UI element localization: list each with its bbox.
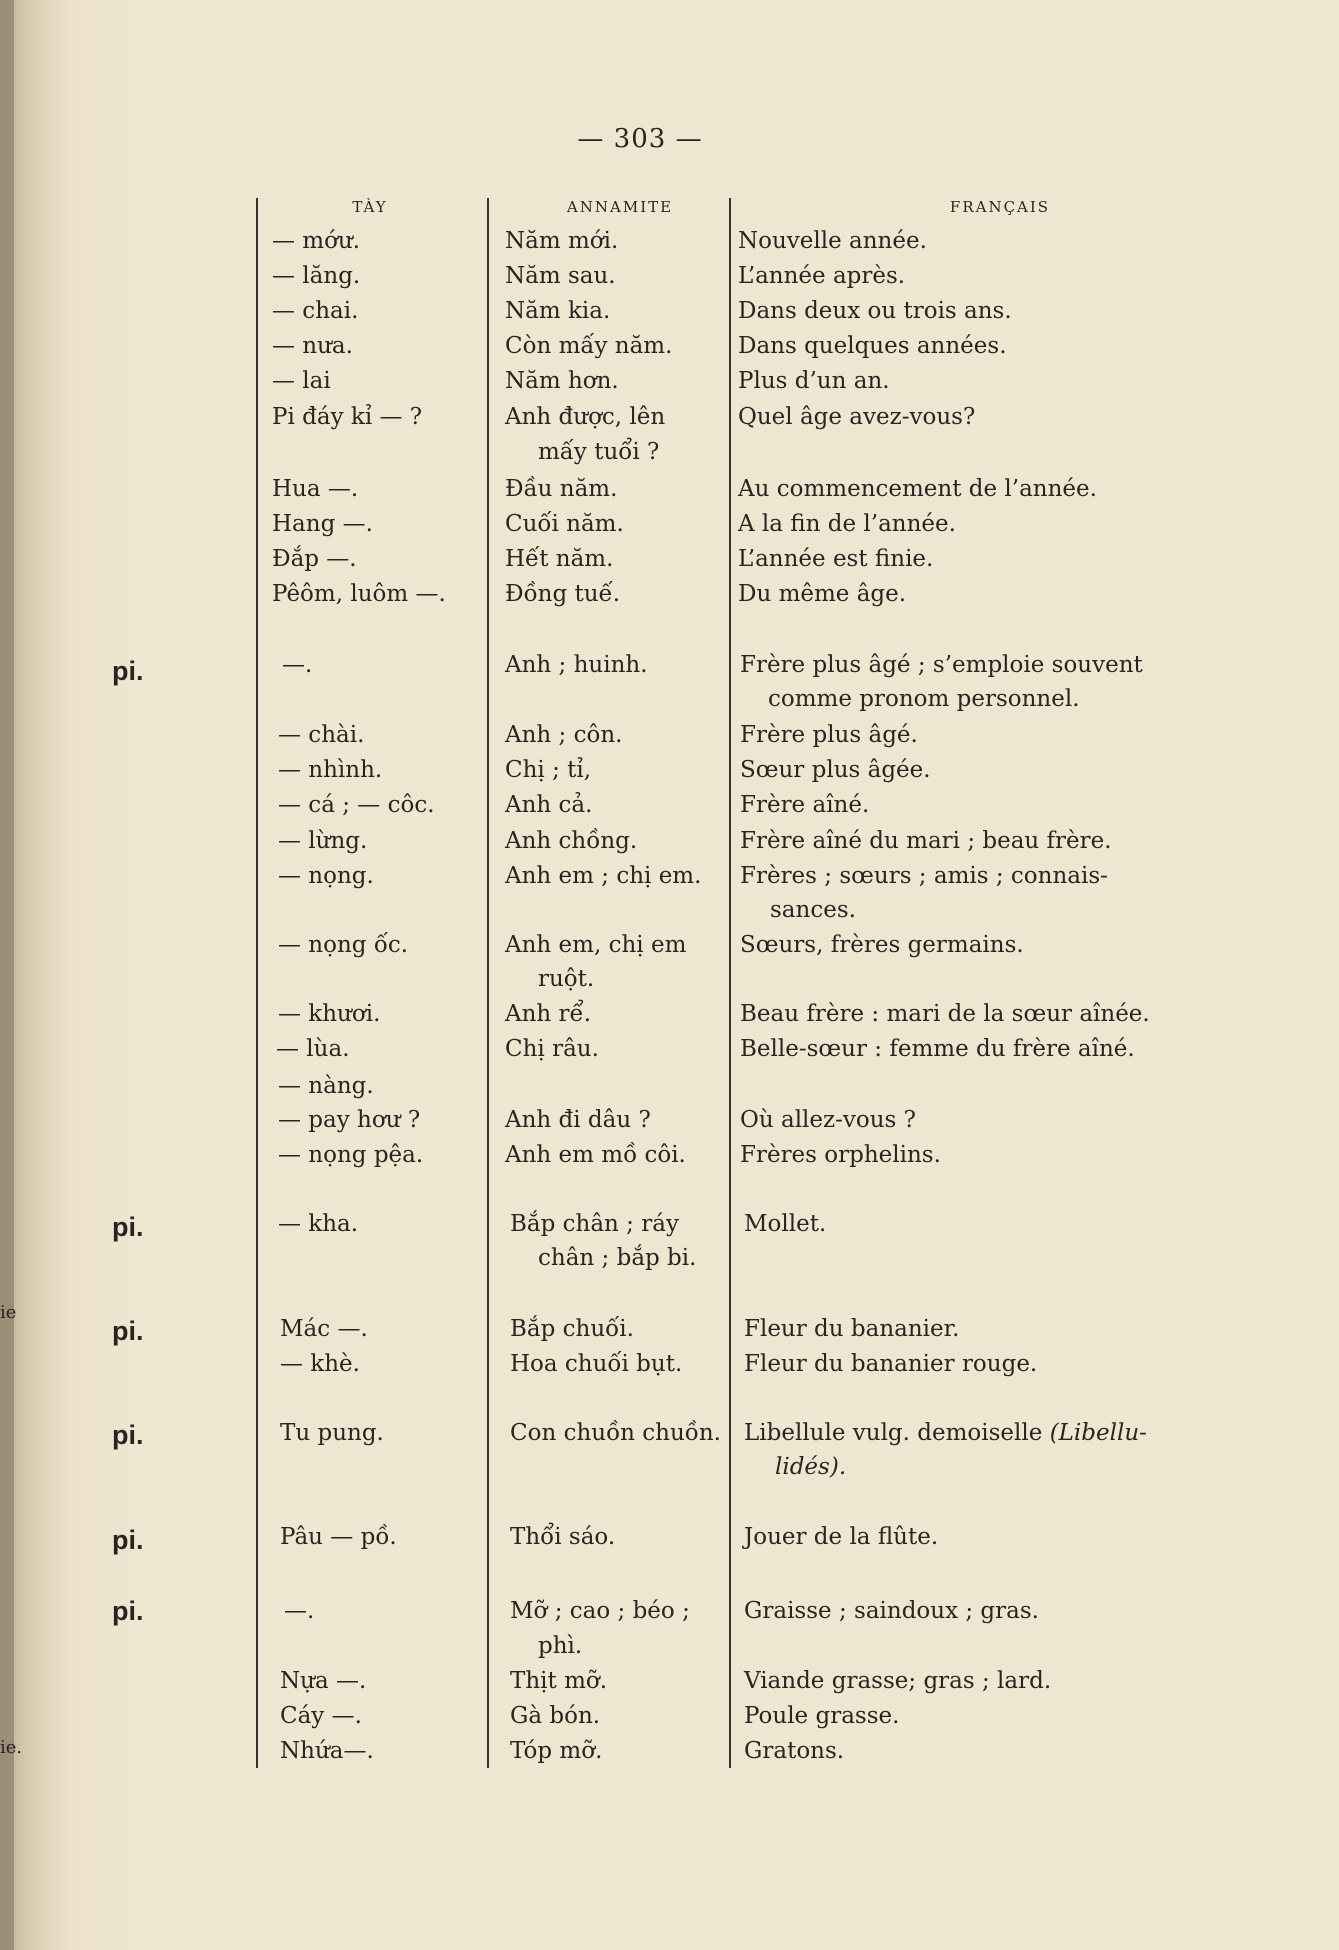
tay-cell: — nọng pệa. <box>278 1142 424 1168</box>
francais-cell: Où allez-vous ? <box>740 1107 917 1133</box>
annamite-cell: Năm mới. <box>505 228 619 254</box>
annamite-cell: mấy tuổi ? <box>538 439 660 465</box>
tay-cell: —. <box>282 652 313 678</box>
francais-cell: Plus d’un an. <box>738 368 890 394</box>
francais-cell: Poule grasse. <box>744 1703 900 1729</box>
francais-cell: Graisse ; saindoux ; gras. <box>744 1598 1039 1624</box>
tay-cell: — lai <box>272 368 331 394</box>
tay-cell: — khè. <box>280 1351 360 1377</box>
tay-cell: Nhứa—. <box>280 1738 374 1764</box>
margin-mark: pi. <box>112 1525 144 1555</box>
francais-cell: Frère aîné du mari ; beau frère. <box>740 828 1112 854</box>
francais-cell: Fleur du bananier. <box>744 1316 960 1342</box>
annamite-cell: Đầu năm. <box>505 476 618 502</box>
annamite-cell: Tóp mỡ. <box>510 1738 603 1764</box>
tay-cell: Đắp —. <box>272 546 357 572</box>
francais-cell: Jouer de la flûte. <box>744 1524 939 1550</box>
annamite-cell: Hoa chuối bụt. <box>510 1351 683 1377</box>
francais-cell: Gratons. <box>744 1738 845 1764</box>
francais-cell: Frère plus âgé. <box>740 722 918 748</box>
column-rule-middle <box>487 198 489 1768</box>
tay-cell: — nọng ốc. <box>278 932 409 958</box>
annamite-cell: Anh cả. <box>505 792 593 818</box>
francais-cell: Au commencement de l’année. <box>738 476 1097 502</box>
margin-mark: pi. <box>112 656 144 686</box>
francais-cell: Sœur plus âgée. <box>740 757 931 783</box>
tay-cell: — cá ; — côc. <box>278 792 435 818</box>
tay-cell: — lăng. <box>272 263 361 289</box>
francais-cell: Frères orphelins. <box>740 1142 941 1168</box>
francais-cell <box>744 1418 1147 1448</box>
annamite-cell: Thịt mỡ. <box>510 1668 608 1694</box>
francais-cell: lidés). <box>775 1454 847 1480</box>
tay-cell: — chài. <box>278 722 365 748</box>
annamite-cell: Mỡ ; cao ; béo ; <box>510 1598 690 1624</box>
tay-cell: — khươi. <box>278 1001 381 1027</box>
tay-cell: — lừng. <box>278 828 368 854</box>
francais-cell: Nouvelle année. <box>738 228 927 254</box>
annamite-cell: Anh rể. <box>505 1001 592 1027</box>
francais-cell: Sœurs, frères germains. <box>740 932 1024 958</box>
tay-cell: — chai. <box>272 298 359 324</box>
annamite-cell: Cuối năm. <box>505 511 624 537</box>
tay-cell: — kha. <box>278 1211 359 1237</box>
side-fragment: ie <box>0 1302 17 1323</box>
francais-cell-text: Libellule vulg. demoiselle <box>744 1420 1043 1446</box>
francais-cell: comme pronom personnel. <box>768 686 1080 712</box>
annamite-cell: Anh chồng. <box>505 828 638 854</box>
francais-cell: Frères ; sœurs ; amis ; connais- <box>740 863 1108 889</box>
margin-mark: pi. <box>112 1420 144 1450</box>
annamite-cell: Năm kia. <box>505 298 611 324</box>
annamite-cell: Năm hơn. <box>505 368 619 394</box>
francais-cell: Fleur du bananier rouge. <box>744 1351 1038 1377</box>
tay-cell: Pi đáy kỉ — ? <box>272 404 423 430</box>
side-fragment: ie. <box>0 1737 23 1758</box>
francais-cell: L’année après. <box>738 263 906 289</box>
page-edge-shadow <box>0 0 17 1950</box>
annamite-cell: Con chuồn chuồn. <box>510 1420 721 1446</box>
margin-mark: pi. <box>112 1596 144 1626</box>
francais-cell: A la fin de l’année. <box>738 511 956 537</box>
annamite-cell: Còn mấy năm. <box>505 333 673 359</box>
tay-cell: —. <box>284 1598 315 1624</box>
tay-cell: Pêôm, luôm —. <box>272 581 446 607</box>
tay-cell: — nhình. <box>278 757 383 783</box>
column-header-francais: FRANÇAIS <box>949 198 1051 216</box>
francais-cell: Du même âge. <box>738 581 907 607</box>
tay-cell: Tu pung. <box>280 1420 384 1446</box>
tay-cell: Mác —. <box>280 1316 368 1342</box>
annamite-cell: Chị ; tỉ, <box>505 757 592 783</box>
annamite-cell: Anh đi dâu ? <box>505 1107 651 1133</box>
annamite-cell: Bắp chuối. <box>510 1316 634 1342</box>
column-header-annamite: ANNAMITE <box>566 198 674 216</box>
page-number: — 303 — <box>577 124 703 154</box>
francais-cell: Beau frère : mari de la sœur aînée. <box>740 1001 1150 1027</box>
tay-cell: — nưa. <box>272 333 353 359</box>
francais-cell: L’année est finie. <box>738 546 934 572</box>
margin-mark: pi. <box>112 1212 144 1242</box>
annamite-cell: Hết năm. <box>505 546 614 572</box>
tay-cell: Hua —. <box>272 476 359 502</box>
francais-cell: Belle-sœur : femme du frère aîné. <box>740 1036 1135 1062</box>
tay-cell: Nựa —. <box>280 1668 367 1694</box>
tay-cell: — pay hơư ? <box>278 1107 421 1133</box>
francais-cell: Dans quelques années. <box>738 333 1007 359</box>
tay-cell: Hang —. <box>272 511 373 537</box>
annamite-cell: Thổi sáo. <box>510 1524 616 1550</box>
annamite-cell: ruột. <box>538 966 595 992</box>
francais-cell: Frère aîné. <box>740 792 870 818</box>
annamite-cell: Anh em, chị em <box>505 932 687 958</box>
francais-cell: Viande grasse; gras ; lard. <box>744 1668 1052 1694</box>
column-header-tay: TÀY <box>352 198 388 216</box>
francais-italic-text: (Libellu- <box>1049 1420 1147 1446</box>
annamite-cell: Bắp chân ; ráy <box>510 1211 679 1237</box>
annamite-cell: Anh em mồ côi. <box>505 1142 686 1168</box>
annamite-cell: chân ; bắp bi. <box>538 1245 697 1271</box>
margin-mark: pi. <box>112 1316 144 1346</box>
francais-cell: Dans deux ou trois ans. <box>738 298 1012 324</box>
tay-cell: Pâu — pồ. <box>280 1524 397 1550</box>
annamite-cell: Anh ; huinh. <box>505 652 648 678</box>
annamite-cell: Anh ; côn. <box>505 722 623 748</box>
tay-cell: — nàng. <box>278 1073 374 1099</box>
annamite-cell: Anh được, lên <box>505 404 666 430</box>
annamite-cell: Chị râu. <box>505 1036 599 1062</box>
francais-cell: Quel âge avez-vous? <box>738 404 976 430</box>
annamite-cell: Anh em ; chị em. <box>505 863 702 889</box>
tay-cell: — nọng. <box>278 863 374 889</box>
column-rule-left <box>256 198 258 1768</box>
annamite-cell: Gà bón. <box>510 1703 601 1729</box>
tay-cell: — mớư. <box>272 228 361 254</box>
tay-cell: Cáy —. <box>280 1703 362 1729</box>
francais-cell: sances. <box>770 897 856 923</box>
tay-cell: — lùa. <box>276 1036 350 1062</box>
annamite-cell: Năm sau. <box>505 263 616 289</box>
annamite-cell: phì. <box>538 1633 583 1659</box>
francais-cell: Mollet. <box>744 1211 827 1237</box>
annamite-cell: Đồng tuế. <box>505 581 620 607</box>
francais-cell: Frère plus âgé ; s’emploie souvent <box>740 652 1143 678</box>
column-rule-right <box>729 198 731 1768</box>
